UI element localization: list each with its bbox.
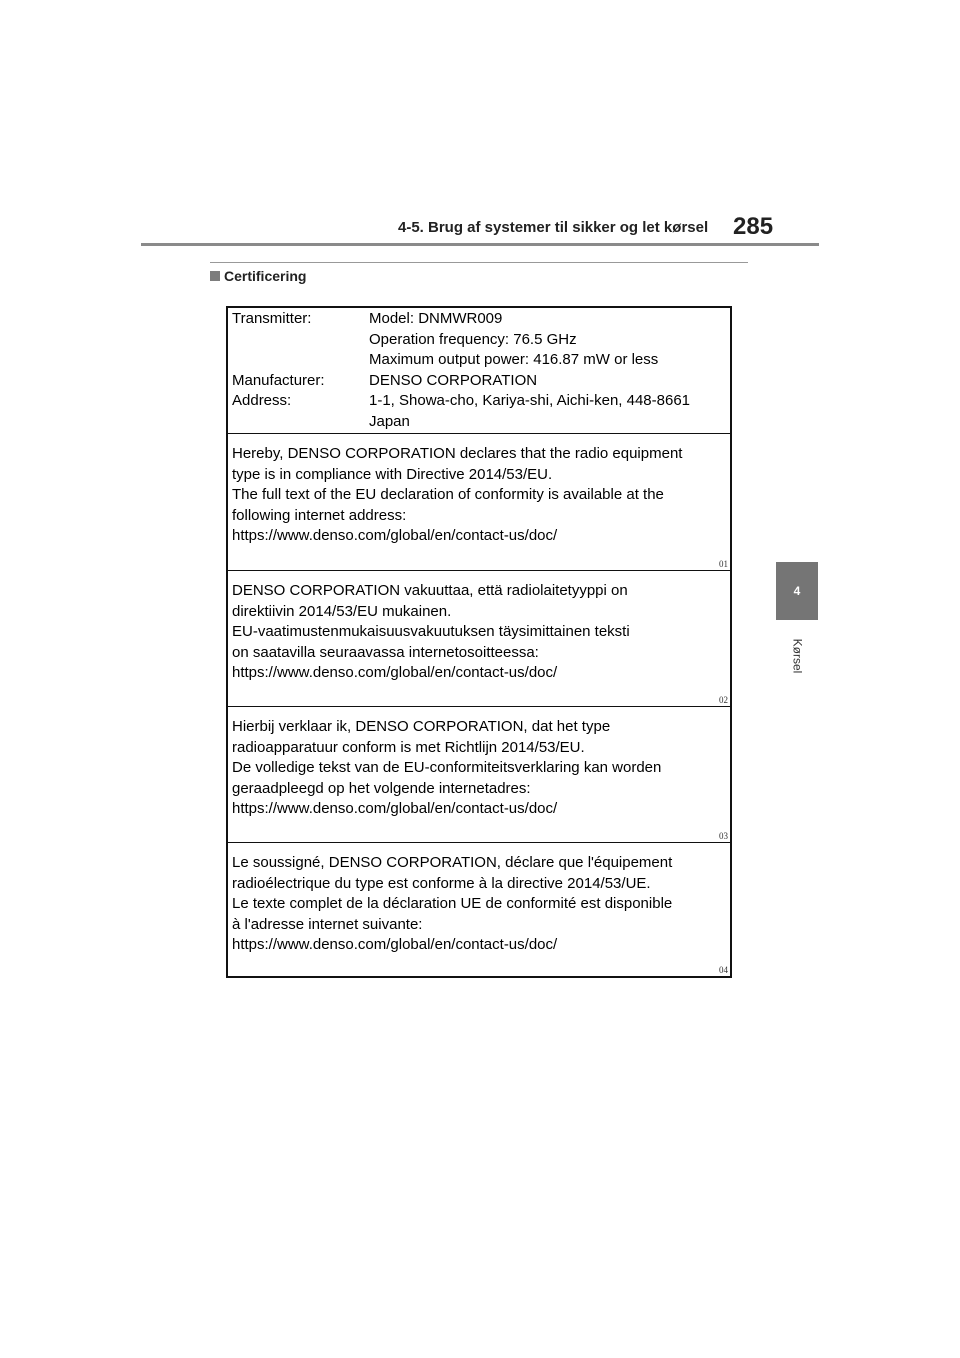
spec-value: Model: DNMWR009 xyxy=(369,310,503,327)
declaration-line: EU-vaatimustenmukaisuusvakuutuksen täysimittainen teksti xyxy=(232,623,630,640)
square-bullet-icon xyxy=(210,271,220,281)
declaration-line: geraadpleegd op het volgende internetadres: xyxy=(232,779,531,797)
spec-value: Japan xyxy=(369,412,410,430)
declaration-line: radioapparatuur conform is met Richtlijn 2014/53/EU. xyxy=(232,738,585,756)
spec-row xyxy=(232,350,730,371)
declaration-line: on saatavilla seuraavassa internetosoitteessa: xyxy=(232,643,539,661)
spec-label: Transmitter: xyxy=(232,310,312,327)
spec-section xyxy=(228,308,730,434)
section-divider xyxy=(210,262,748,263)
chapter-number: 4 xyxy=(793,584,801,598)
spec-label xyxy=(232,412,369,433)
declaration-code: 02 xyxy=(719,695,728,705)
spec-label: Address: xyxy=(232,392,292,409)
spec-value: Maximum output power: 416.87 mW or less xyxy=(369,351,659,368)
declaration-line: Hierbij verklaar ik, DENSO CORPORATION, dat het type xyxy=(232,718,611,735)
chapter-label-text: Kørsel xyxy=(789,638,804,674)
declaration-line: type is in compliance with Directive 2014/53/EU. xyxy=(232,465,553,483)
header-rule xyxy=(141,243,819,246)
spec-row xyxy=(232,330,730,351)
declaration-line: à l'adresse internet suivante: xyxy=(232,915,423,933)
declaration-line: De volledige tekst van de EU-conformiteitsverklaring kan worden xyxy=(232,759,662,776)
section-title: 4-5. Brug af systemer til sikker og let kørsel xyxy=(398,219,709,236)
declaration-line: https://www.denso.com/global/en/contact-us/doc/ xyxy=(232,936,558,953)
chapter-tab[interactable] xyxy=(776,562,818,620)
declaration-section xyxy=(228,571,730,707)
declaration-line: The full text of the EU declaration of conformity is available at the xyxy=(232,486,664,503)
spec-label xyxy=(232,330,369,351)
declaration-line: Le texte complet de la déclaration UE de conformité est disponible xyxy=(232,895,673,912)
declaration-code: 04 xyxy=(719,965,728,975)
declaration-line: https://www.denso.com/global/en/contact-us/doc/ xyxy=(232,527,558,544)
spec-value: Operation frequency: 76.5 GHz xyxy=(369,330,577,348)
declaration-line: https://www.denso.com/global/en/contact-us/doc/ xyxy=(232,664,558,681)
declaration-line: Hereby, DENSO CORPORATION declares that the radio equipment xyxy=(232,445,683,462)
declaration-section xyxy=(228,707,730,843)
spec-row xyxy=(232,309,730,330)
declaration-section xyxy=(228,434,730,571)
declaration-line: https://www.denso.com/global/en/contact-us/doc/ xyxy=(232,800,558,817)
declaration-code: 01 xyxy=(719,559,728,569)
spec-value: 1-1, Showa-cho, Kariya-shi, Aichi-ken, 448-8661 xyxy=(369,392,691,409)
certification-box xyxy=(226,306,732,978)
declaration-line: direktiivin 2014/53/EU mukainen. xyxy=(232,602,452,620)
declaration-line: radioélectrique du type est conforme à la directive 2014/53/UE. xyxy=(232,874,651,892)
spec-row xyxy=(232,371,730,392)
section-heading-text: Certificering xyxy=(224,268,307,284)
declaration-line: Le soussigné, DENSO CORPORATION, déclare que l'équipement xyxy=(232,854,673,871)
spec-row xyxy=(232,412,730,433)
declaration-line: following internet address: xyxy=(232,506,407,524)
section-heading xyxy=(210,268,306,284)
spec-value: DENSO CORPORATION xyxy=(369,371,538,389)
declaration-section xyxy=(228,843,730,976)
page-number: 285 xyxy=(733,213,774,240)
declaration-line: DENSO CORPORATION vakuuttaa, että radiolaitetyyppi on xyxy=(232,582,628,599)
declaration-code: 03 xyxy=(719,831,728,841)
chapter-label xyxy=(776,624,818,688)
spec-label xyxy=(232,350,369,371)
spec-row xyxy=(232,391,730,412)
spec-label: Manufacturer: xyxy=(232,371,325,389)
